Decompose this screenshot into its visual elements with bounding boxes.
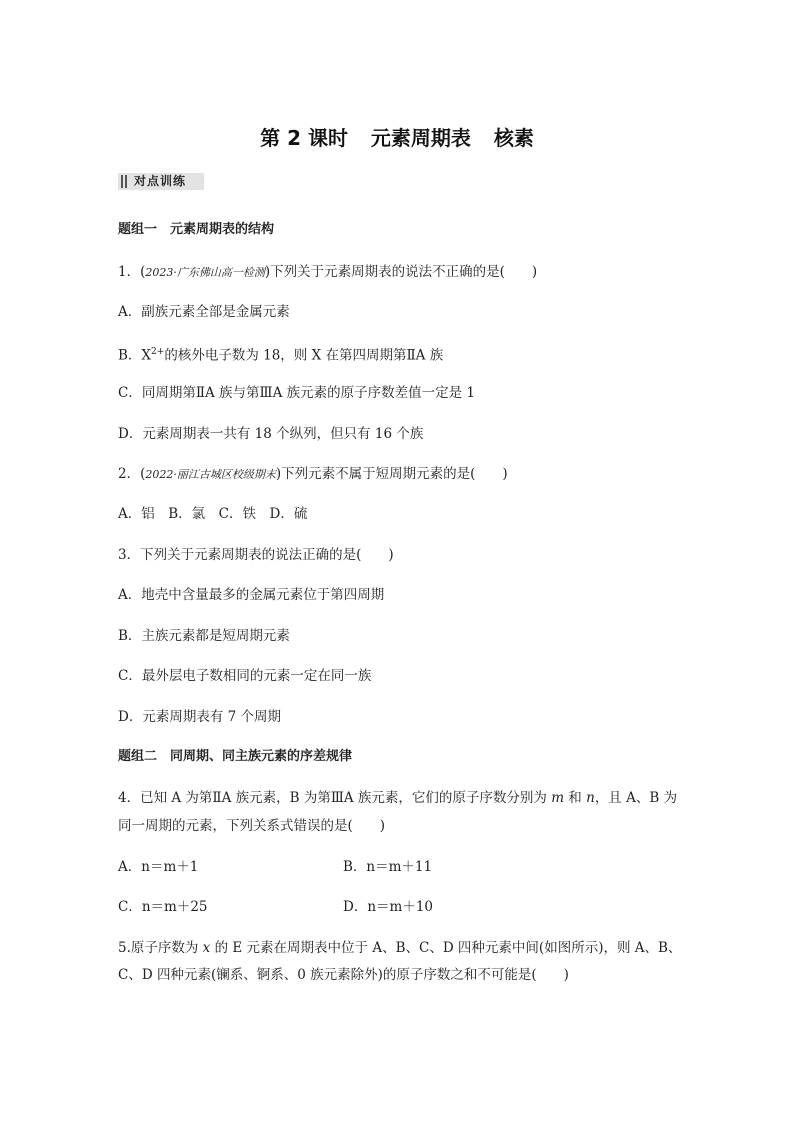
- group-2-label: 题组二 同周期、同主族元素的序差规律: [118, 749, 353, 764]
- question-3-option-d: D．元素周期表有 7 个周期: [118, 709, 281, 725]
- section-tag: [118, 173, 204, 190]
- title-lesson: 第 2 课时: [260, 126, 348, 150]
- question-1-source: 2023·广东佛山高一检测: [145, 266, 265, 279]
- question-4-option-a: A．n＝m＋1: [118, 859, 199, 875]
- question-3-option-b: B．主族元素都是短周期元素: [118, 628, 290, 644]
- title-subtopic: 核素: [493, 126, 534, 150]
- question-4-stem-line-2: 同一周期的元素，下列关系式错误的是( ): [118, 818, 386, 834]
- tag-bar-icon: [121, 175, 123, 188]
- question-5-stem-line-1: 5.原子序数为 x 的 E 元素在周期表中位于 A、B、C、D 四种元素中间(如图所示)，则 A、B、: [118, 940, 682, 956]
- question-1-option-c: C．同周期第ⅡA 族与第ⅢA 族元素的原子序数差值一定是 1: [118, 385, 475, 401]
- question-3-stem: 3．下列关于元素周期表的说法正确的是( ): [118, 547, 394, 563]
- question-4-option-c: C．n＝m＋25: [118, 899, 208, 915]
- question-4-option-d: D．n＝m＋10: [343, 899, 433, 915]
- group-1-label: 题组一 元素周期表的结构: [118, 222, 275, 237]
- page-title: [0, 122, 794, 151]
- section-tag-label: 对点训练: [134, 174, 187, 188]
- title-topic: 元素周期表: [370, 126, 471, 150]
- question-3-option-c: C．最外层电子数相同的元素一定在同一族: [118, 668, 372, 684]
- question-1-option-b: B．$X^{2+}$的核外电子数为 18，则 X 在第四周期第ⅡA 族: [118, 347, 444, 364]
- question-1-stem: 1．(2023·广东佛山高一检测)下列关于元素周期表的说法不正确的是( ): [118, 264, 538, 280]
- question-5-stem-line-2: C、D 四种元素(镧系、锕系、0 族元素除外)的原子序数之和不可能是( ): [118, 967, 569, 983]
- question-1-option-a: A．副族元素全部是金属元素: [118, 304, 290, 320]
- question-2-options: A．铝 B．氯 C．铁 D．硫: [118, 506, 308, 522]
- question-3-option-a: A．地壳中含量最多的金属元素位于第四周期: [118, 587, 385, 603]
- question-4-option-b: B．n＝m＋11: [343, 859, 433, 875]
- tag-bar-icon: [125, 175, 127, 188]
- question-1-option-d: D．元素周期表一共有 18 个纵列，但只有 16 个族: [118, 426, 424, 442]
- question-4-stem-line-1: 4．已知 A 为第ⅡA 族元素，B 为第ⅢA 族元素，它们的原子序数分别为 m 和 n，且 A、B 为: [118, 790, 678, 806]
- question-2-source: 2022·丽江古城区校级期末: [145, 468, 276, 481]
- question-2-stem: 2．(2022·丽江古城区校级期末)下列元素不属于短周期元素的是( ): [118, 466, 508, 482]
